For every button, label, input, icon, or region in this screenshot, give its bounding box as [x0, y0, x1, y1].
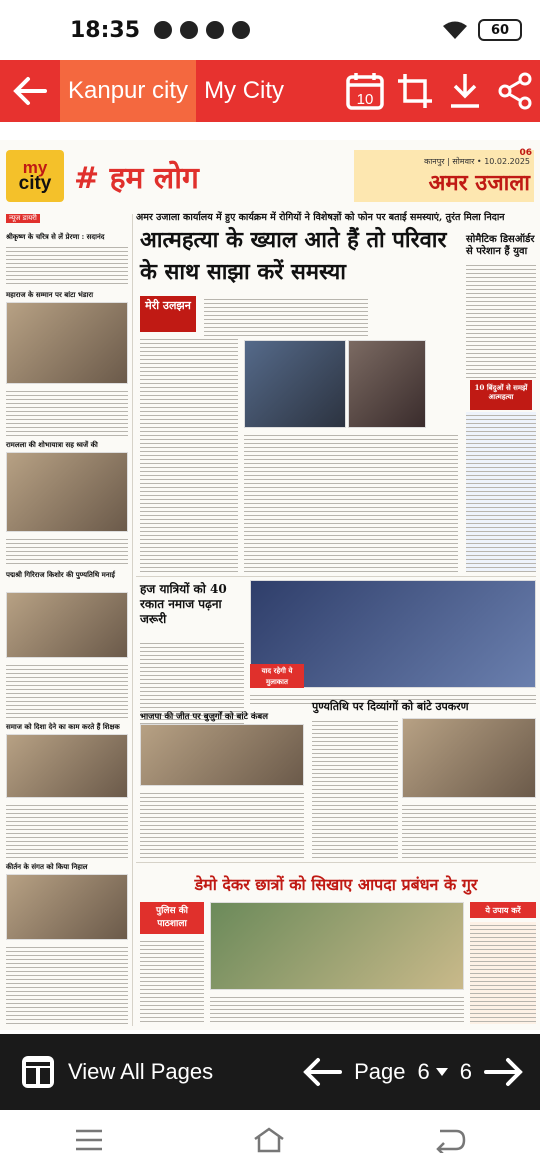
article-text [402, 802, 536, 858]
right-headline: सोमैटिक डिसऑर्डर से परेशान हैं युवा [466, 234, 535, 257]
gallery-icon [232, 21, 250, 39]
article-text [140, 790, 304, 860]
page-dropdown[interactable]: 6 [418, 1059, 448, 1085]
meri-uljhan-badge: मेरी उलझन [140, 296, 196, 332]
masthead-strip: कानपुर | सोमवार • 10.02.2025 अमर उजाला [354, 150, 534, 202]
news-photo [6, 874, 128, 940]
calendar-button[interactable] [340, 60, 390, 122]
view-all-pages-button[interactable]: View All Pages [0, 1054, 213, 1090]
article-text [140, 938, 204, 1024]
app-toolbar [0, 60, 540, 122]
page-number: 06 [519, 148, 532, 158]
telegram-icon [180, 21, 198, 39]
brief-headline: कीर्तन के संगत को किया निहाल [6, 862, 88, 871]
notification-icons [154, 21, 250, 39]
back-button[interactable] [0, 60, 60, 122]
status-time: 18:35 [70, 17, 141, 43]
article-text [6, 802, 128, 858]
svg-text:10: 10 [356, 91, 374, 108]
article-text [470, 922, 536, 1024]
prev-page-button[interactable] [302, 1056, 342, 1088]
news-photo [6, 592, 128, 658]
article-text [6, 944, 128, 1024]
download-button[interactable] [440, 60, 490, 122]
news-photo [402, 718, 536, 798]
police-pathshala-badge: पुलिस की पाठशाला [140, 902, 204, 934]
lead-photo-doctor [348, 340, 426, 428]
brief-headline: समाज को दिशा देने का काम करते हैं शिक्षक [6, 722, 120, 731]
crop-button[interactable] [390, 60, 440, 122]
back-nav-icon[interactable] [434, 1127, 466, 1153]
article-text [244, 432, 458, 572]
brief-headline: महाराज के सम्मान पर बांटा भंडारा [6, 290, 94, 299]
article-text [6, 388, 128, 436]
brief-headline: रामलला की शोभायात्रा सह ध्वजें की [6, 440, 98, 449]
page-masthead [6, 148, 534, 204]
article-text [6, 662, 128, 718]
crop-icon [396, 72, 434, 110]
section-divider [136, 576, 536, 577]
pages-grid-icon [20, 1054, 56, 1090]
hajj-headline: हज यात्रियों को 40 रकात नमाज पढ़ना जरूरी [140, 582, 227, 626]
sidebar-head: ये उपाय करें [470, 902, 536, 918]
column-divider [132, 214, 133, 1026]
article-text [312, 718, 398, 858]
whatsapp-icon [154, 21, 172, 39]
section-divider [136, 862, 536, 863]
whatsapp-icon [206, 21, 224, 39]
article-text [6, 536, 128, 566]
meeting-badge: याद रहेगी ये मुलाकात [250, 664, 304, 688]
page-navigation-bar [0, 1034, 540, 1110]
news-photo [6, 302, 128, 384]
calendar-icon [345, 71, 385, 111]
demo-photo [210, 902, 464, 990]
share-button[interactable] [490, 60, 540, 122]
page-label: Page [354, 1059, 406, 1084]
article-text [210, 994, 464, 1024]
page-selector [302, 1056, 540, 1088]
download-icon [448, 72, 482, 110]
section-title: # हम लोग [74, 160, 199, 196]
lead-subheadline: अमर उजाला कार्यालय में हुए कार्यक्रम में रोगियों ने विशेषज्ञों को फोन पर बताई समस्याएं, तुरंत मिला निदान [136, 212, 505, 223]
news-diary-tag: न्यूज डायरी [6, 214, 40, 223]
article-text [204, 296, 368, 338]
menu-icon[interactable] [74, 1128, 104, 1152]
lead-headline: आत्महत्या के ख्याल आते हैं तो परिवार के साथ साझा करें समस्या [140, 227, 447, 285]
share-icon [497, 72, 533, 110]
my-city-logo: my city [6, 150, 64, 202]
status-bar [0, 0, 540, 60]
news-photo [6, 452, 128, 532]
article-text [6, 244, 128, 286]
article-text [466, 262, 536, 378]
tab-my-city[interactable]: My City [204, 77, 285, 104]
left-column [6, 214, 128, 223]
bhajpa-headline: भाजपा की जीत पर बुजुर्गों को बांटे कंबल [140, 712, 268, 722]
home-icon[interactable] [252, 1126, 286, 1154]
article-text [140, 336, 238, 572]
lead-photo-doctor [244, 340, 346, 428]
arrow-left-icon [13, 76, 47, 106]
article-text [466, 412, 536, 572]
page-total: 6 [459, 1059, 472, 1084]
demo-headline: डेमो देकर छात्रों को सिखाए आपदा प्रबंधन के गुर [194, 875, 478, 894]
ten-points-box: 10 बिंदुओं से समझें आत्महत्या [470, 380, 532, 410]
news-photo [140, 724, 304, 786]
brief-headline: पद्मश्री गिरिराज किशोर की पुण्यतिथि मनाई [6, 570, 115, 579]
brand-name: अमर उजाला [428, 169, 530, 196]
wifi-icon [442, 20, 468, 40]
system-navigation-bar [0, 1110, 540, 1170]
brief-headline: श्रीकृष्ण के चरित्र से लें प्रेरणा : सदानंद [6, 232, 105, 241]
next-page-button[interactable] [484, 1056, 524, 1088]
caret-down-icon [436, 1068, 448, 1076]
punyatithi-headline: पुण्यतिथि पर दिव्यांगों को बांटे उपकरण [312, 700, 469, 713]
battery-indicator: 60 [478, 19, 522, 41]
epaper-page[interactable] [0, 140, 540, 1030]
tab-kanpur-city[interactable]: Kanpur city [60, 60, 196, 122]
news-photo [6, 734, 128, 798]
